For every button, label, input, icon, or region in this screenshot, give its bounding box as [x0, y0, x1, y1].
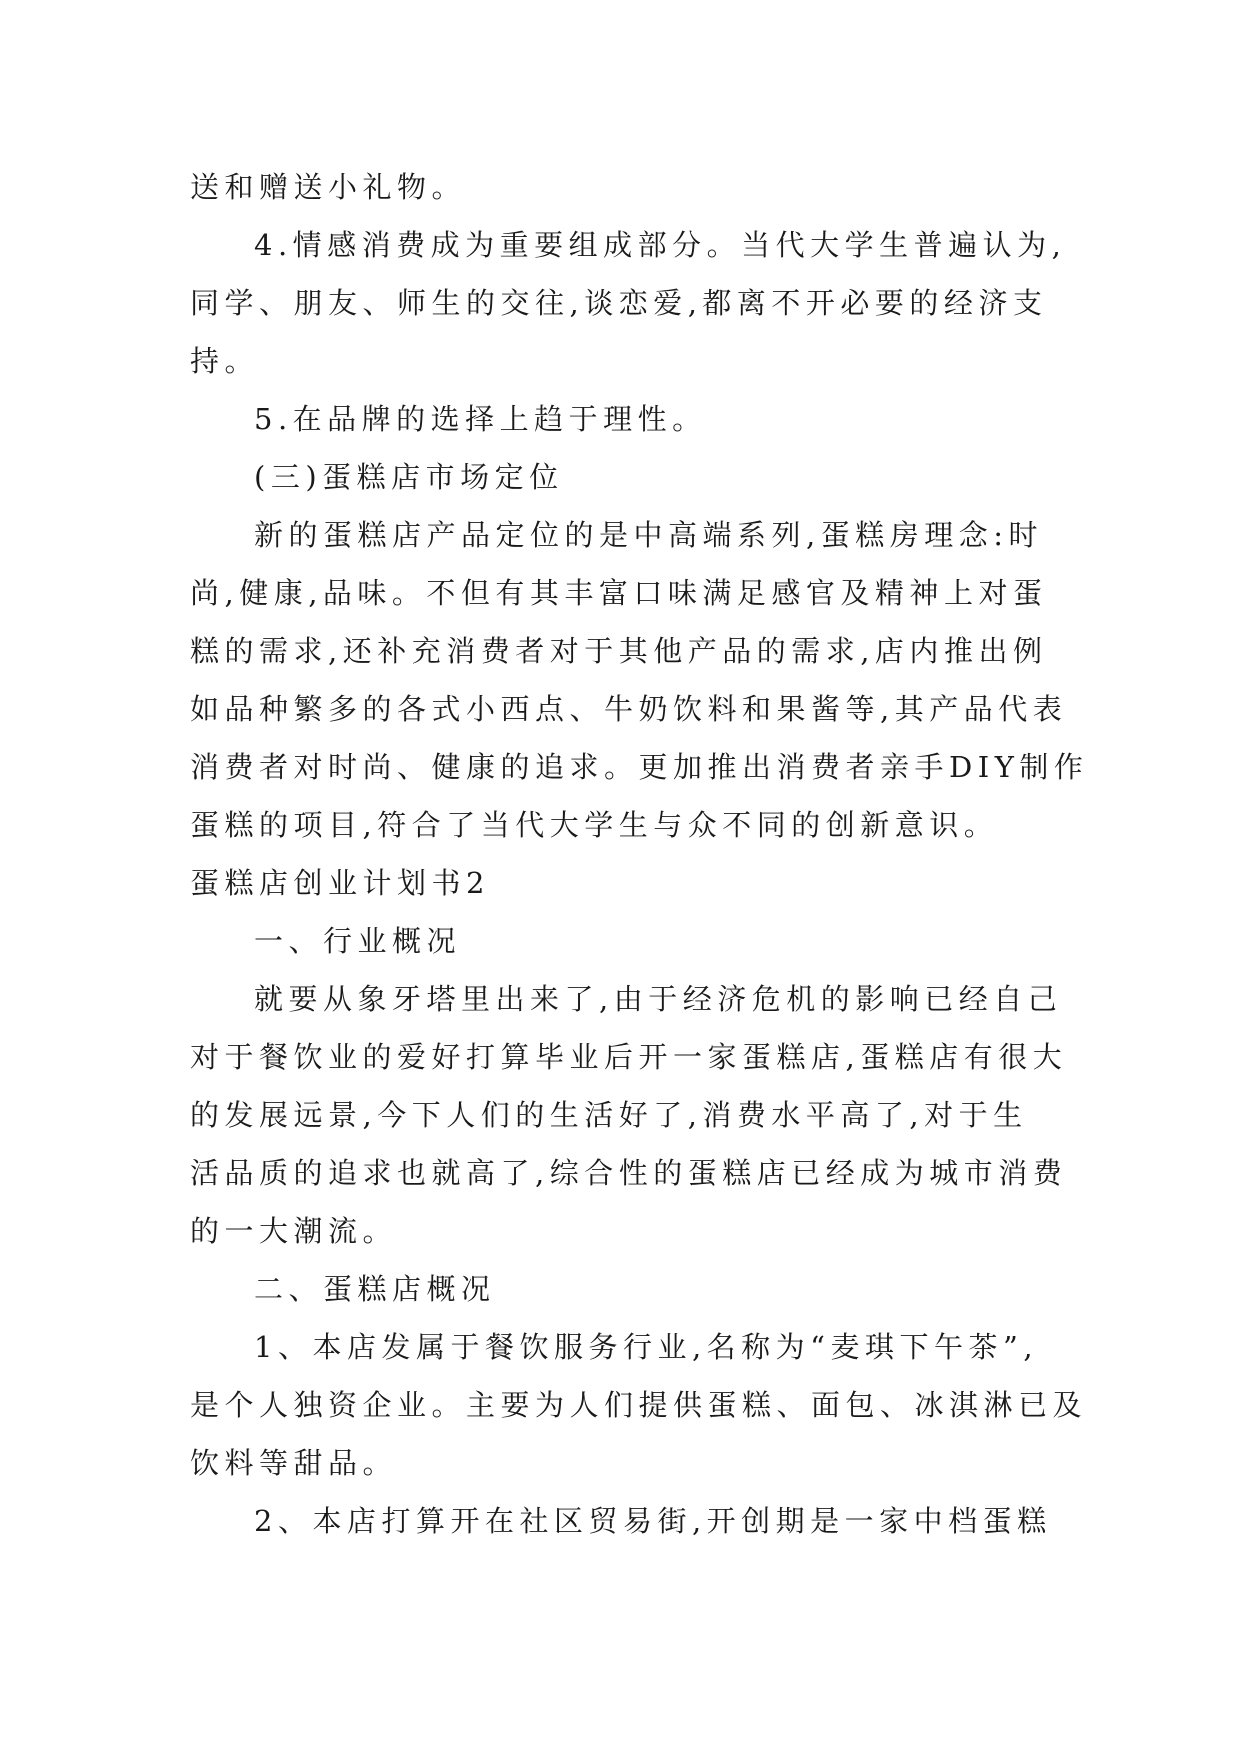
paragraph-first-line: 就要从象牙塔里出来了,由于经济危机的影响已经自己 — [254, 982, 1063, 1016]
text-line: 的发展远景,今下人们的生活好了,消费水平高了,对于生 — [190, 1098, 1028, 1132]
text-line: 同学、朋友、师生的交往,谈恋爱,都离不开必要的经济支 — [190, 286, 1048, 320]
document-body — [190, 158, 1089, 1550]
text-line: 饮料等甜品。 — [190, 1446, 398, 1480]
text-line: 对于餐饮业的爱好打算毕业后开一家蛋糕店,蛋糕店有很大 — [190, 1040, 1068, 1074]
document-title: 蛋糕店创业计划书2 — [190, 866, 490, 900]
text-line: 糕的需求,还补充消费者对于其他产品的需求,店内推出例 — [190, 634, 1048, 668]
paragraph-first-line: 5.在品牌的选择上趋于理性。 — [254, 402, 707, 436]
section-heading: 一、行业概况 — [254, 924, 462, 958]
text-line: 是个人独资企业。主要为人们提供蛋糕、面包、冰淇淋已及 — [190, 1388, 1088, 1422]
text-line: 尚,健康,品味。不但有其丰富口味满足感官及精神上对蛋 — [190, 576, 1048, 610]
paragraph-first-line: 2、本店打算开在社区贸易街,开创期是一家中档蛋糕 — [254, 1504, 1052, 1538]
paragraph-first-line: 新的蛋糕店产品定位的是中高端系列,蛋糕房理念:时 — [254, 518, 1043, 552]
text-line: 送和赠送小礼物。 — [190, 170, 467, 204]
text-line: 蛋糕的项目,符合了当代大学生与众不同的创新意识。 — [190, 808, 999, 842]
text-line: 的一大潮流。 — [190, 1214, 398, 1248]
paragraph-first-line: 4.情感消费成为重要组成部分。当代大学生普遍认为, — [254, 228, 1067, 262]
text-line: 消费者对时尚、健康的追求。更加推出消费者亲手DIY制作 — [190, 750, 1089, 784]
text-line: 如品种繁多的各式小西点、牛奶饮料和果酱等,其产品代表 — [190, 692, 1068, 726]
text-line: 持。 — [190, 344, 260, 378]
paragraph-first-line: 1、本店发属于餐饮服务行业,名称为“麦琪下午茶”, — [254, 1330, 1039, 1364]
section-heading: 二、蛋糕店概况 — [254, 1272, 496, 1306]
section-heading: (三)蛋糕店市场定位 — [254, 460, 564, 494]
text-line: 活品质的追求也就高了,综合性的蛋糕店已经成为城市消费 — [190, 1156, 1068, 1190]
